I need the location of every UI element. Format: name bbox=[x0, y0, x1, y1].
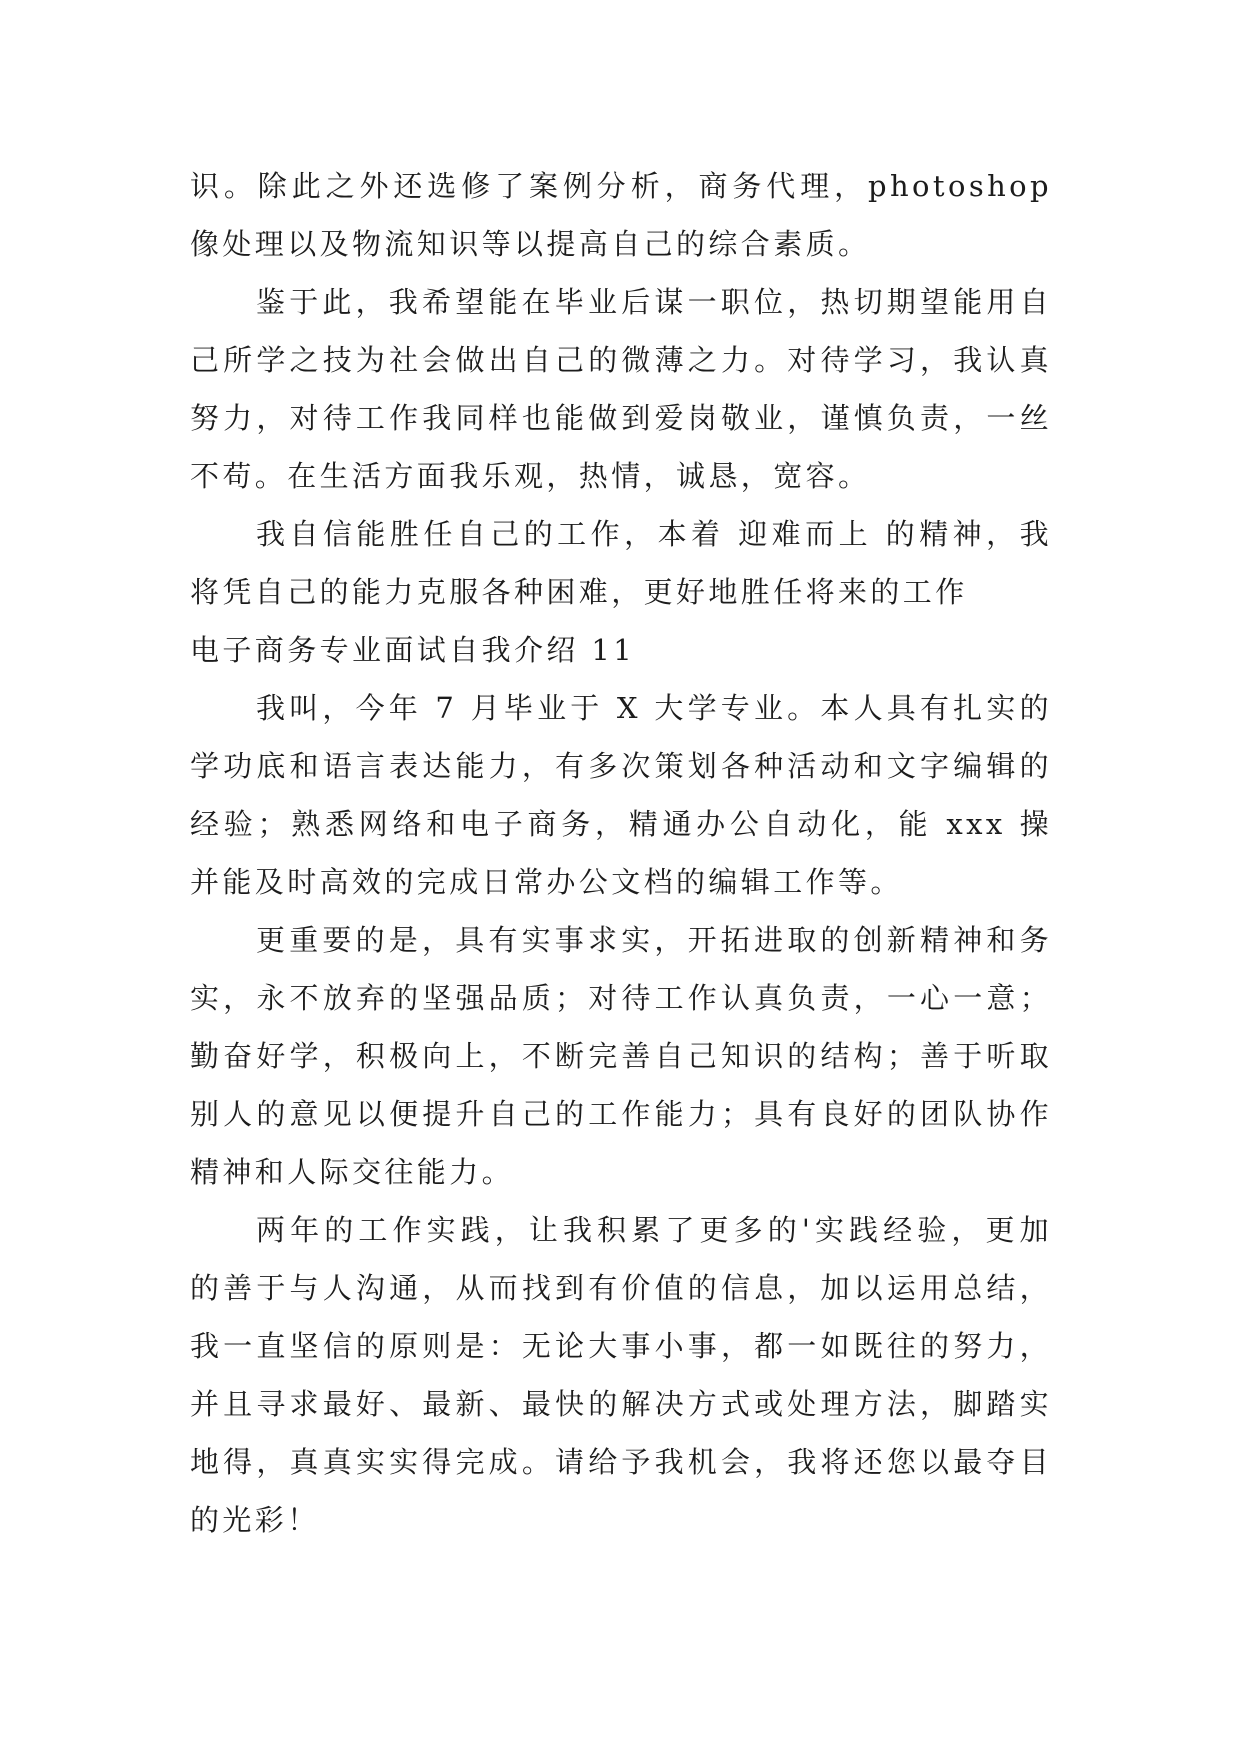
text-line: 不苟。在生活方面我乐观，热情，诚恳，宽容。 bbox=[190, 459, 871, 493]
text-line: 并能及时高效的完成日常办公文档的编辑工作等。 bbox=[190, 865, 903, 899]
text-line: 更重要的是，具有实事求实，开拓进取的创新精神和务 bbox=[256, 923, 1052, 957]
text-line: 我叫，今年 7 月毕业于 X 大学专业。本人具有扎实的 bbox=[256, 691, 1052, 725]
text-line: 己所学之技为社会做出自己的微薄之力。对待学习，我认真 bbox=[190, 343, 1052, 377]
text-line: 努力，对待工作我同样也能做到爱岗敬业，谨慎负责，一丝 bbox=[190, 401, 1052, 435]
text-line: 并且寻求最好、最新、最快的解决方式或处理方法，脚踏实 bbox=[190, 1387, 1052, 1421]
text-line: 我自信能胜任自己的工作，本着 迎难而上 的精神，我 bbox=[256, 517, 1052, 551]
text-line: 地得，真真实实得完成。请给予我机会，我将还您以最夺目 bbox=[190, 1445, 1052, 1479]
text-line: 精神和人际交往能力。 bbox=[190, 1155, 515, 1189]
text-line: 识。除此之外还选修了案例分析，商务代理，photoshop bbox=[190, 169, 1052, 203]
text-line: 将凭自己的能力克服各种困难，更好地胜任将来的工作 bbox=[190, 575, 968, 609]
text-line: 像处理以及物流知识等以提高自己的综合素质。 bbox=[190, 227, 871, 261]
text-line: 鉴于此，我希望能在毕业后谋一职位，热切期望能用自 bbox=[256, 285, 1052, 319]
text-line: 实，永不放弃的坚强品质；对待工作认真负责，一心一意； bbox=[190, 981, 1052, 1015]
text-line: 别人的意见以便提升自己的工作能力；具有良好的团队协作 bbox=[190, 1097, 1052, 1131]
text-line: 的善于与人沟通，从而找到有价值的信息，加以运用总结， bbox=[190, 1271, 1052, 1305]
text-line: 我一直坚信的原则是：无论大事小事，都一如既往的努力， bbox=[190, 1329, 1052, 1363]
document-body bbox=[190, 157, 1052, 1549]
text-line: 的光彩！ bbox=[190, 1503, 320, 1537]
text-line: 学功底和语言表达能力，有多次策划各种活动和文字编辑的 bbox=[190, 749, 1052, 783]
text-line: 两年的工作实践，让我积累了更多的'实践经验，更加 bbox=[256, 1213, 1052, 1247]
text-line: 电子商务专业面试自我介绍 11 bbox=[190, 633, 636, 667]
text-line: 勤奋好学，积极向上，不断完善自己知识的结构；善于听取 bbox=[190, 1039, 1052, 1073]
text-line: 经验；熟悉网络和电子商务，精通办公自动化，能 xxx 操 bbox=[190, 807, 1052, 841]
